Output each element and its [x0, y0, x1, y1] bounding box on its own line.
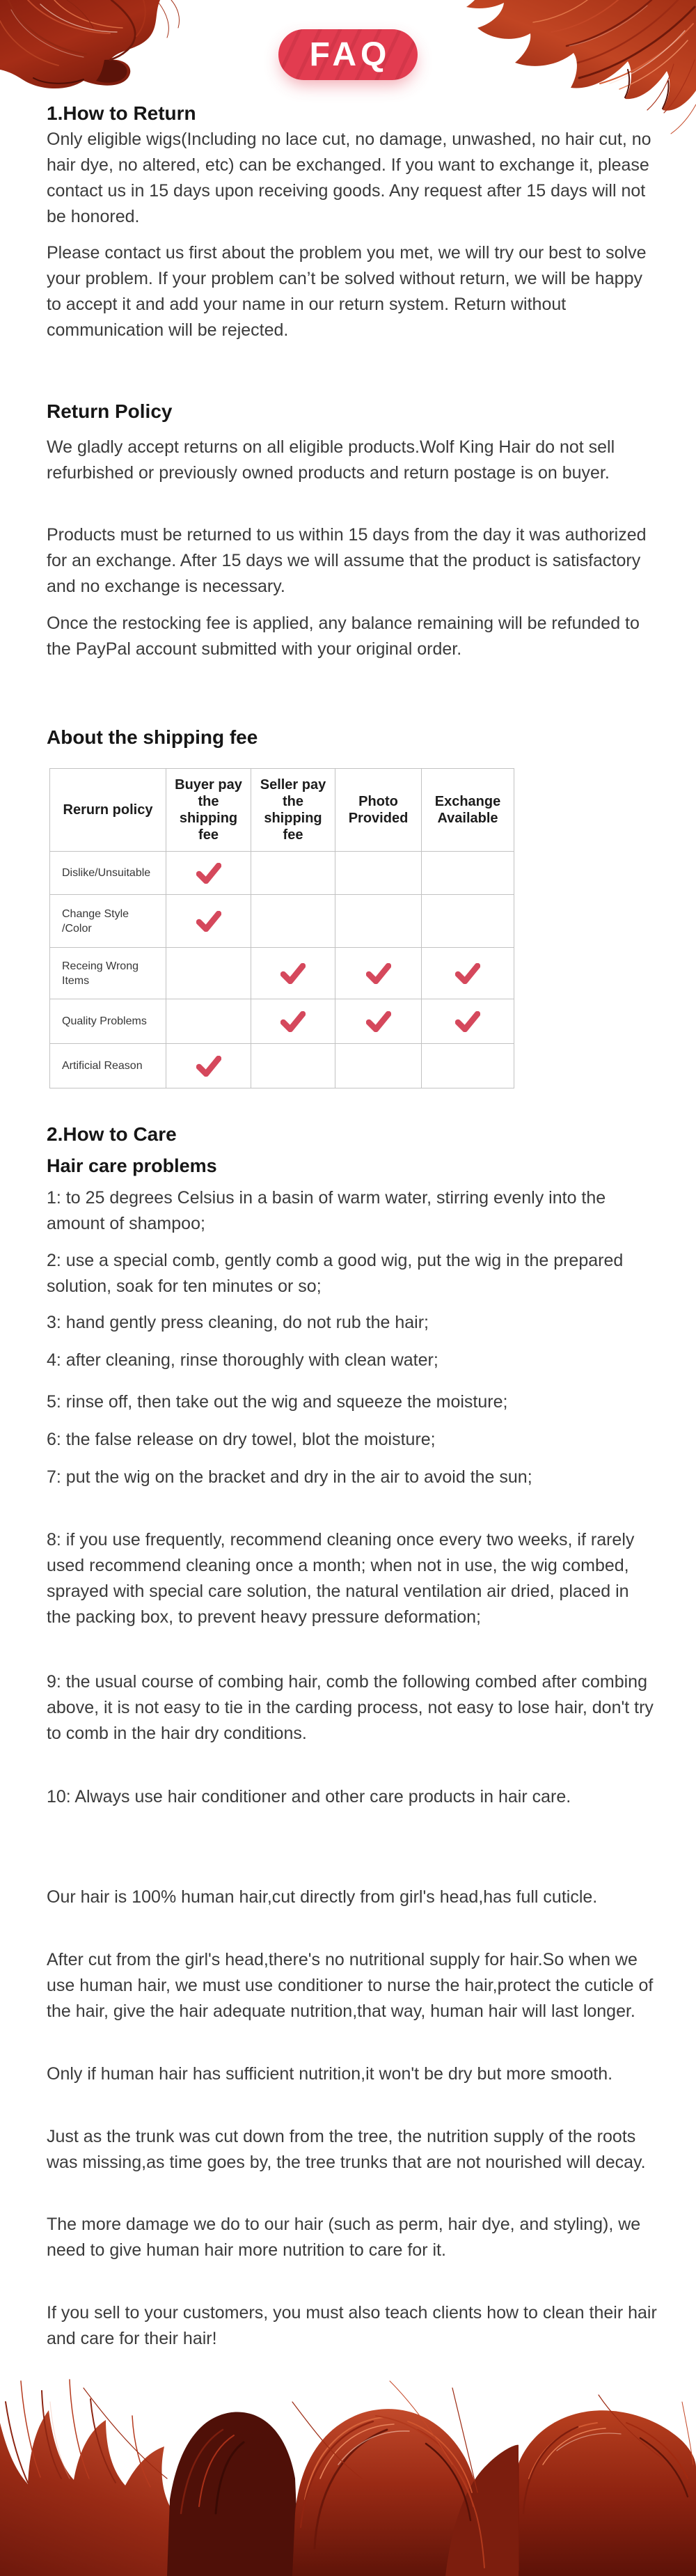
- table-row: [50, 999, 514, 1044]
- care-step: 8: if you use frequently, recommend cleaning once every two weeks, if rarely used recommend cleaning once a month; when not in use, the wig combed, sprayed with special care solution, the natural ventilation air dried, placed in the packing box, to prevent heavy pressure deformation;: [47, 1530, 635, 1627]
- column-header-buyer-pays: Buyer pay the shipping fee: [166, 769, 251, 852]
- table-header-row: [50, 769, 514, 852]
- faq-badge-label: FAQ: [309, 36, 391, 73]
- care-step: 7: put the wig on the bracket and dry in the air to avoid the sun;: [47, 1467, 532, 1487]
- check-cell-empty: [251, 895, 335, 948]
- care-step: 6: the false release on dry towel, blot the moisture;: [47, 1430, 436, 1449]
- care-step: 4: after cleaning, rinse thoroughly with clean water;: [47, 1350, 438, 1370]
- heading-how-to-care: 2.How to Care: [47, 1123, 177, 1145]
- subheading-hair-care-problems: Hair care problems: [47, 1155, 217, 1176]
- paragraph-conditioner: After cut from the girl's head,there's no nutritional supply for hair.So when we use human hair, we must use conditioner to nurse the hair,protect the cuticle of the hair, give the hair adequate nutrition,that way, human hair will last longer.: [47, 1950, 654, 2021]
- check-cell-checked: [335, 999, 422, 1044]
- care-step: 2: use a special comb, gently comb a good wig, put the wig in the prepared solution, soak for ten minutes or so;: [47, 1251, 624, 1296]
- check-icon: [366, 1011, 391, 1032]
- paragraph-nutrition: Only if human hair has sufficient nutrition,it won't be dry but more smooth.: [47, 2064, 613, 2084]
- paragraph-contact-first: Please contact us first about the problem you met, we will try our best to solve your problem. If your problem can’t be solved without return, we will be happy to accept it and add your name in our return system. Return without communication will be rejected.: [47, 243, 647, 340]
- check-icon: [196, 1056, 221, 1077]
- heading-how-to-return: 1.How to Return: [47, 102, 196, 124]
- check-cell-empty: [251, 1044, 335, 1088]
- column-header-photo-provided: Photo Provided: [335, 769, 422, 852]
- return-reason-cell: Artificial Reason: [50, 1044, 166, 1088]
- check-icon: [196, 911, 221, 932]
- check-cell-empty: [335, 852, 422, 895]
- table-row: [50, 852, 514, 895]
- return-reason-cell: Dislike/Unsuitable: [50, 852, 166, 895]
- paragraph-human-hair: Our hair is 100% human hair,cut directly from girl's head,has full cuticle.: [47, 1887, 598, 1907]
- check-icon: [196, 863, 221, 884]
- paragraph-more-damage: The more damage we do to our hair (such as perm, hair dye, and styling), we need to give human hair more nutrition to care for it.: [47, 2215, 641, 2260]
- care-step: 1: to 25 degrees Celsius in a basin of warm water, stirring evenly into the amount of shampoo;: [47, 1188, 606, 1233]
- table-row: [50, 1044, 514, 1088]
- column-header-exchange-available: Exchange Available: [422, 769, 514, 852]
- care-step: 3: hand gently press cleaning, do not rub the hair;: [47, 1313, 429, 1332]
- column-header-return-policy: Rerurn policy: [50, 769, 166, 852]
- paragraph-restocking-fee: Once the restocking fee is applied, any balance remaining will be refunded to the PayPal account submitted with your original order.: [47, 614, 640, 659]
- check-icon: [455, 963, 480, 984]
- check-cell-empty: [422, 895, 514, 948]
- table-row: [50, 948, 514, 999]
- table-row: [50, 895, 514, 948]
- check-cell-empty: [166, 999, 251, 1044]
- return-reason-cell: Quality Problems: [50, 999, 166, 1044]
- check-cell-empty: [335, 895, 422, 948]
- return-reason-cell: Receing Wrong Items: [50, 948, 166, 999]
- paragraph-15-days: Products must be returned to us within 15 days from the day it was authorized for an exchange. After 15 days we will assume that the product is satisfactory and no exchange is necessary.: [47, 525, 647, 596]
- check-cell-checked: [166, 1044, 251, 1088]
- shipping-fee-table: [49, 768, 514, 1088]
- care-step: 10: Always use hair conditioner and other care products in hair care.: [47, 1787, 571, 1806]
- check-cell-checked: [422, 999, 514, 1044]
- column-header-seller-pays: Seller pay the shipping fee: [251, 769, 335, 852]
- heading-shipping-fee: About the shipping fee: [47, 726, 258, 748]
- check-cell-empty: [251, 852, 335, 895]
- paragraph-tree-trunk: Just as the trunk was cut down from the tree, the nutrition supply of the roots was missing,as time goes by, the tree trunks that are not nourished will decay.: [47, 2127, 646, 2172]
- paragraph-accept-returns: We gladly accept returns on all eligible products.Wolf King Hair do not sell refurbished or previously owned products and return postage is on buyer.: [47, 437, 615, 483]
- check-cell-empty: [422, 852, 514, 895]
- check-cell-checked: [166, 852, 251, 895]
- care-step: 9: the usual course of combing hair, comb the following combed after combing above, it is not easy to tie in the carding process, not easy to lose hair, don't try to comb in the hair dry conditions.: [47, 1672, 654, 1743]
- faq-badge: [278, 29, 418, 80]
- check-icon: [280, 1011, 306, 1032]
- check-cell-checked: [251, 948, 335, 999]
- paragraph-return-eligibility: Only eligible wigs(Including no lace cut, no damage, unwashed, no hair cut, no hair dye, no altered, etc) can be exchanged. If you want to exchange it, please contact us in 15 days upon receiving goods. Any request after 15 days will not be honored.: [47, 130, 651, 226]
- check-icon: [455, 1011, 480, 1032]
- heading-return-policy: Return Policy: [47, 400, 173, 422]
- check-icon: [366, 963, 391, 984]
- check-cell-checked: [422, 948, 514, 999]
- check-cell-empty: [335, 1044, 422, 1088]
- paragraph-teach-clients: If you sell to your customers, you must also teach clients how to clean their hair and care for their hair!: [47, 2303, 657, 2348]
- check-cell-empty: [166, 948, 251, 999]
- check-icon: [280, 963, 306, 984]
- check-cell-checked: [166, 895, 251, 948]
- check-cell-checked: [335, 948, 422, 999]
- return-reason-cell: Change Style /Color: [50, 895, 166, 948]
- hair-photo-bottom: [0, 2374, 696, 2576]
- check-cell-empty: [422, 1044, 514, 1088]
- care-step: 5: rinse off, then take out the wig and squeeze the moisture;: [47, 1392, 508, 1412]
- check-cell-checked: [251, 999, 335, 1044]
